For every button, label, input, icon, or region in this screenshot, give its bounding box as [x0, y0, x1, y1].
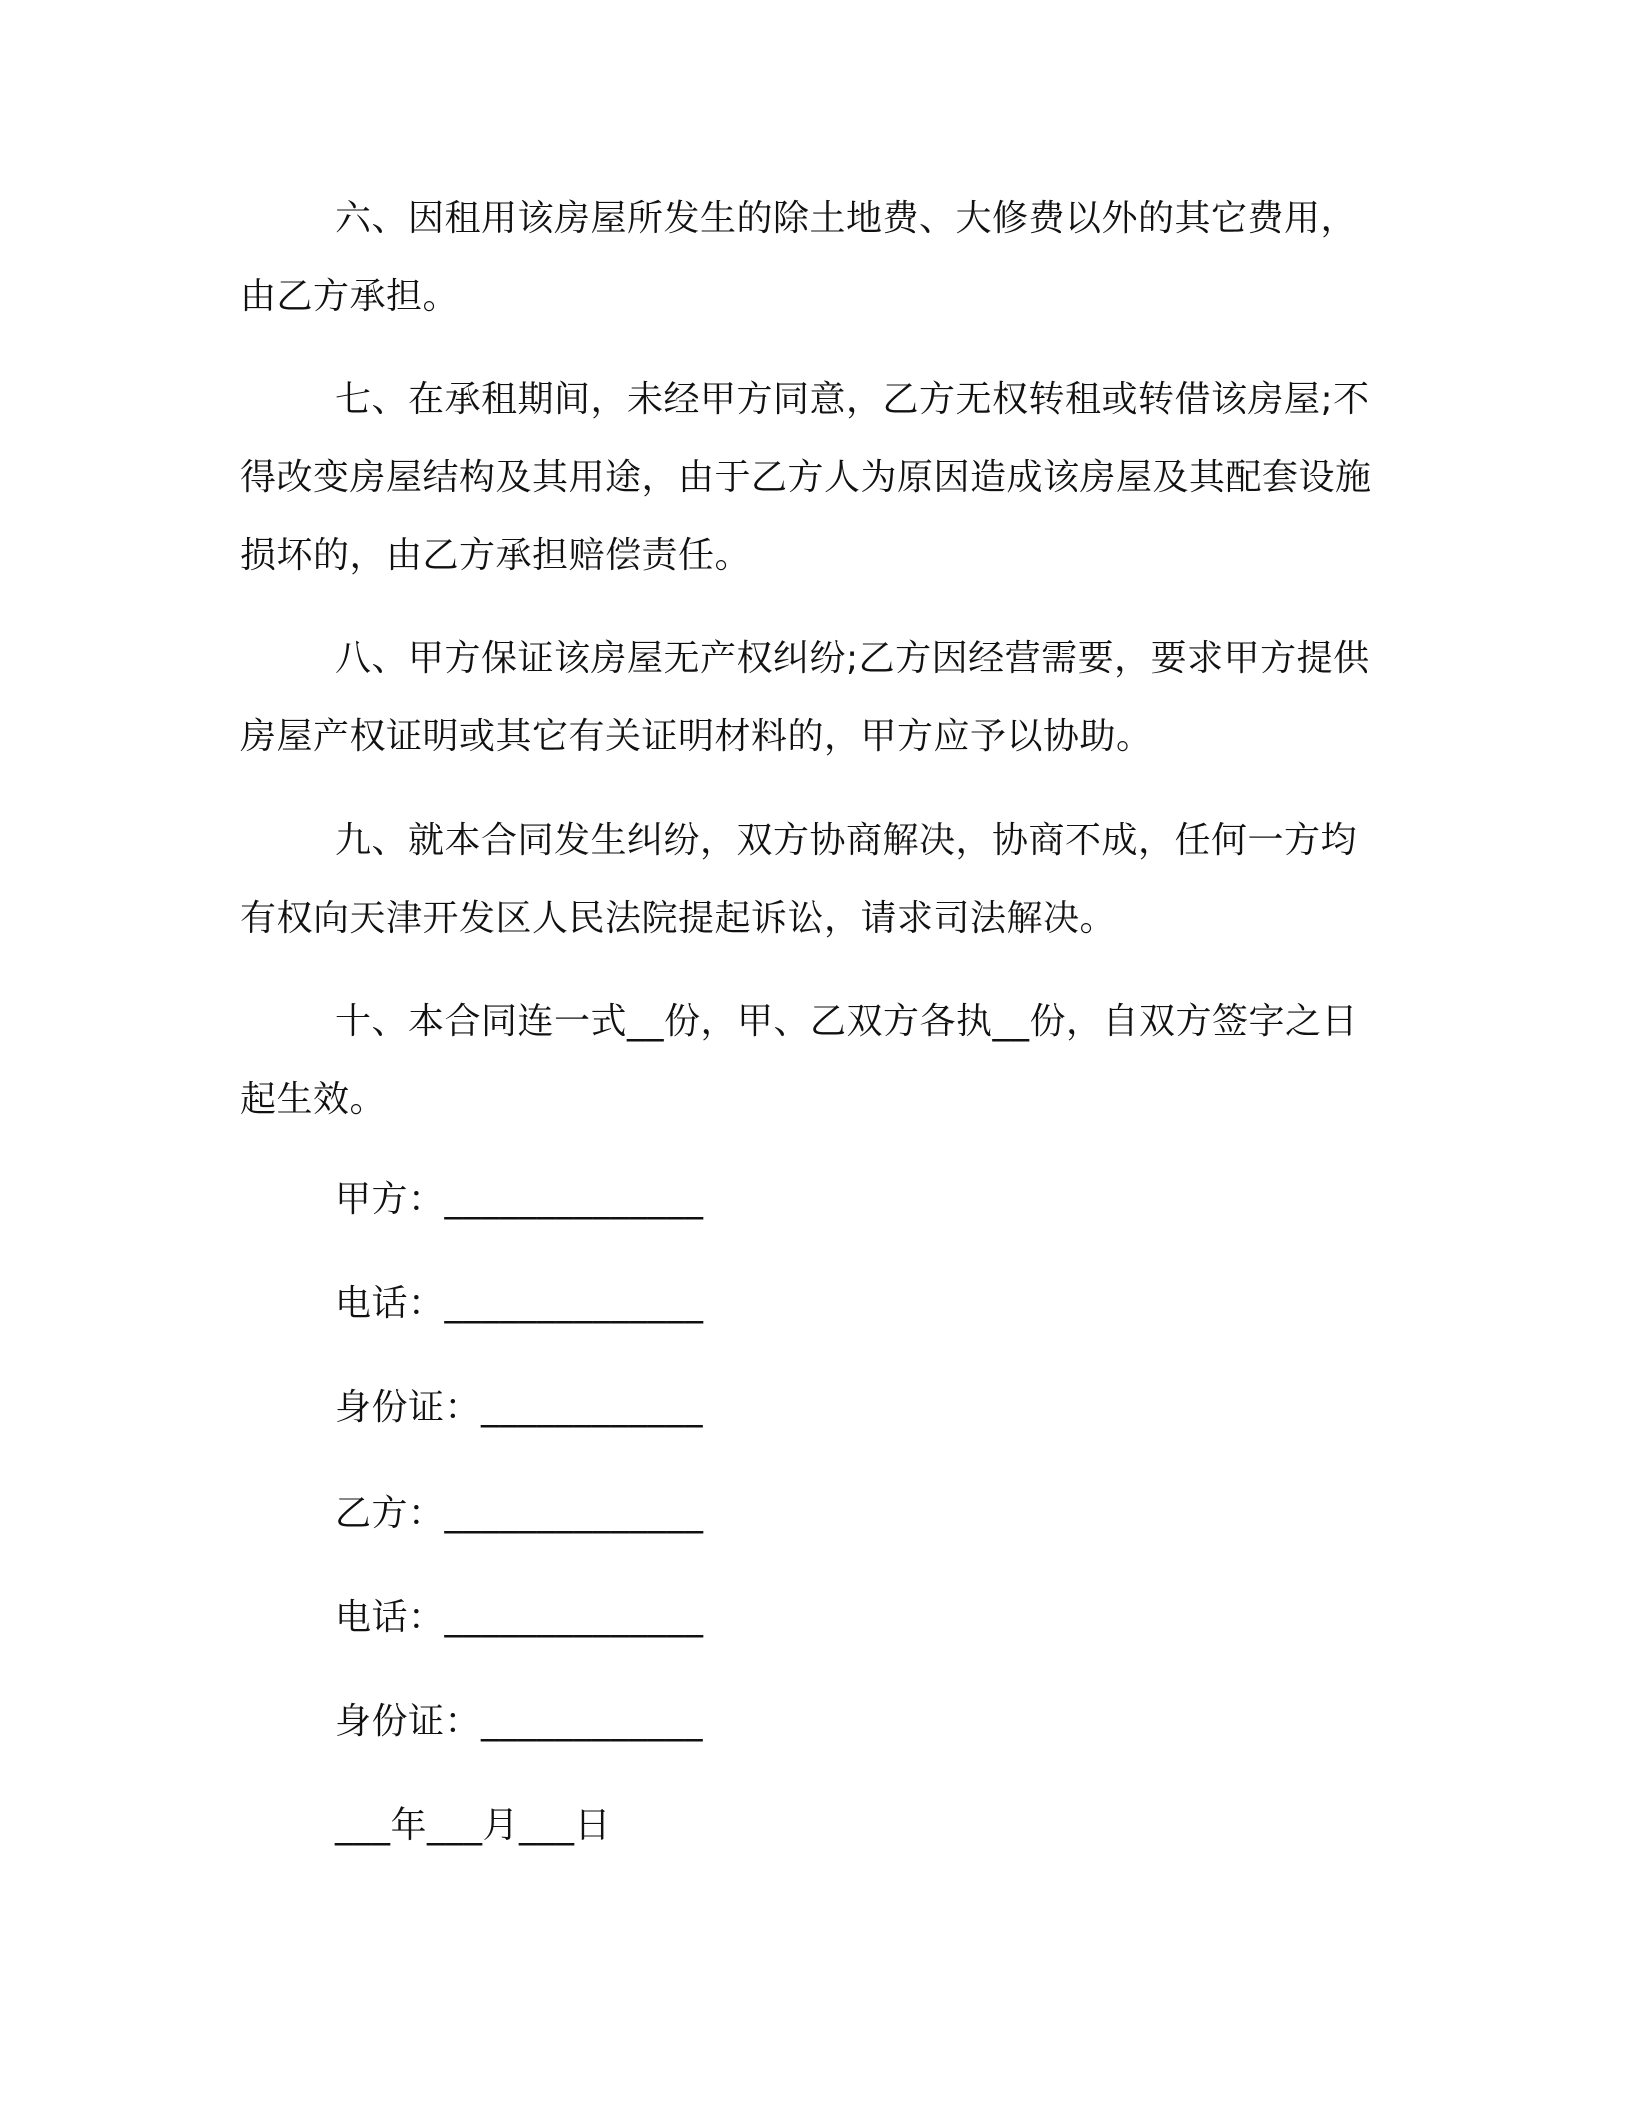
party-b-phone-line: 电话：______________ — [335, 1597, 704, 1638]
clause-eight: 八、甲方保证该房屋无产权纠纷;乙方因经营需要，要求甲方提供房屋产权证明或其它有关证明材料的，甲方应予以协助。 — [240, 638, 1370, 757]
party-a-line: 甲方：______________ — [335, 1179, 704, 1220]
party-b-line: 乙方：______________ — [335, 1493, 704, 1534]
clause-seven: 七、在承租期间，未经甲方同意，乙方无权转租或转借该房屋;不得改变房屋结构及其用途，由于乙方人为原因造成该房屋及其配套设施损坏的，由乙方承担赔偿责任。 — [240, 379, 1372, 576]
date-line: ___年___月___日 — [335, 1805, 612, 1846]
clause-six: 六、因租用该房屋所发生的除土地费、大修费以外的其它费用，由乙方承担。 — [240, 198, 1358, 317]
clause-nine: 九、就本合同发生纠纷，双方协商解决，协商不成，任何一方均有权向天津开发区人民法院提起诉讼，请求司法解决。 — [240, 820, 1358, 939]
party-b-id-line: 身份证：____________ — [335, 1701, 704, 1742]
clause-ten: 十、本合同连一式__份，甲、乙双方各执__份，自双方签字之日起生效。 — [240, 1001, 1359, 1120]
party-a-phone-line: 电话：______________ — [335, 1283, 704, 1324]
party-a-id-line: 身份证：____________ — [335, 1387, 704, 1428]
